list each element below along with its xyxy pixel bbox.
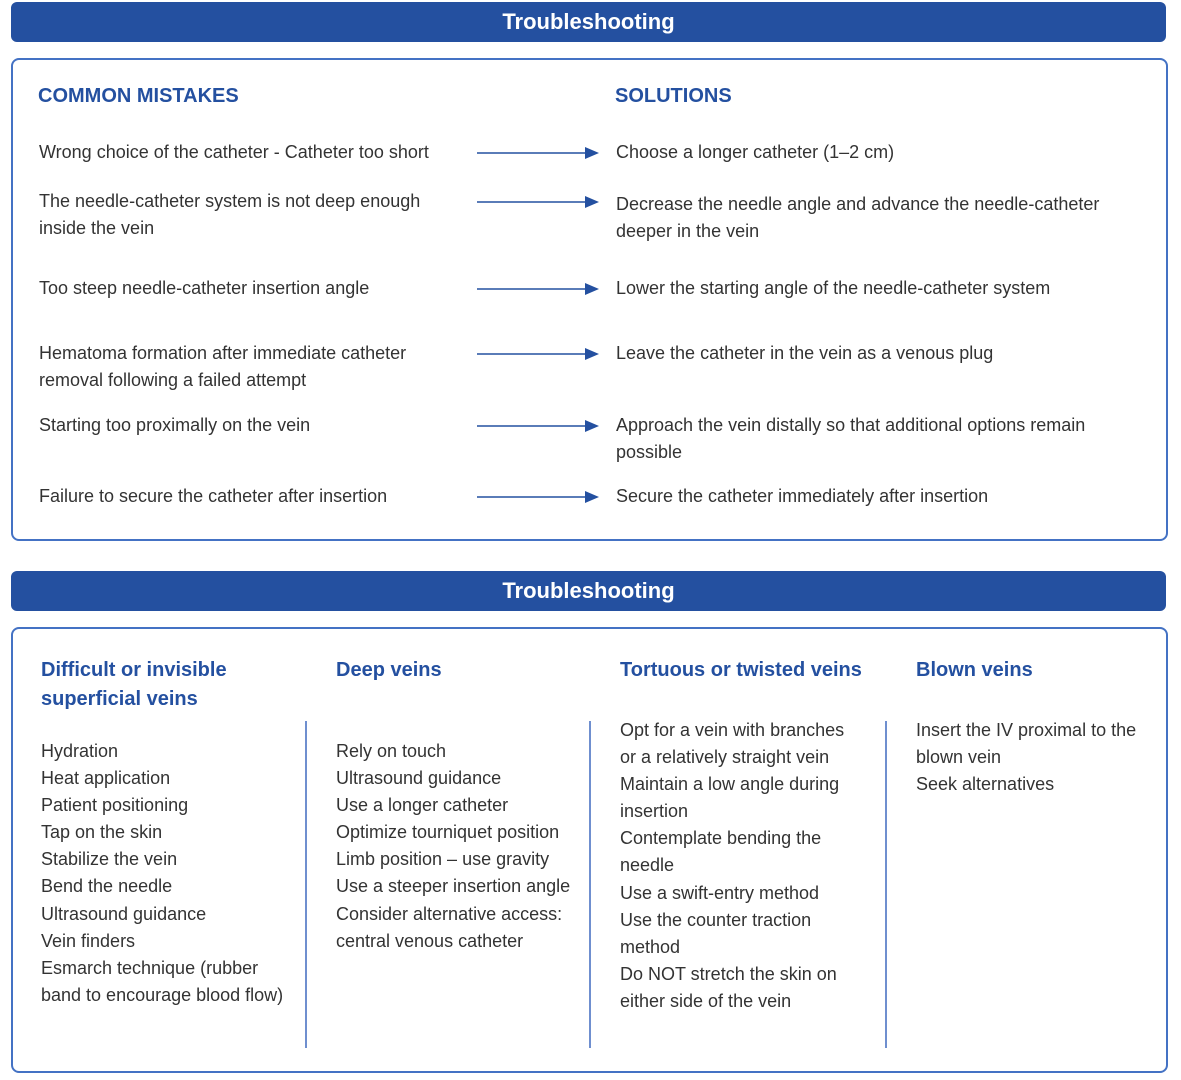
right-arrow-icon bbox=[477, 195, 599, 209]
solution-text: Lower the starting angle of the needle-catheter system bbox=[616, 278, 1051, 298]
right-arrow-icon bbox=[477, 282, 599, 296]
list-item: Insert the IV proximal to the blown vein bbox=[916, 720, 1137, 768]
list-item: Patient positioning bbox=[41, 795, 189, 816]
list-item: Use a longer catheter bbox=[336, 795, 509, 816]
column-divider bbox=[589, 721, 591, 1048]
solutions-header: SOLUTIONS bbox=[615, 85, 732, 107]
list-item: Vein finders bbox=[41, 930, 136, 951]
list-item: Optimize tourniquet position bbox=[336, 822, 560, 843]
solution-text: Secure the catheter immediately after insertion bbox=[616, 486, 989, 506]
column-header-deep-veins: Deep veins bbox=[336, 659, 442, 681]
mistake-text: Too steep needle-catheter insertion angle bbox=[39, 278, 370, 298]
list-item: Hydration bbox=[41, 741, 119, 761]
solution-text: Approach the vein distally so that additional options remain possible bbox=[616, 415, 1086, 462]
list-item: Seek alternatives bbox=[916, 774, 1055, 795]
mistake-text: Failure to secure the catheter after insertion bbox=[39, 486, 388, 506]
troubleshooting-banner-top bbox=[11, 2, 1166, 42]
list-item: Ultrasound guidance bbox=[336, 768, 502, 789]
solution-text: Decrease the needle angle and advance the needle-catheter deeper in the vein bbox=[616, 194, 1100, 241]
list-item: Stabilize the vein bbox=[41, 849, 178, 870]
mistake-text: The needle-catheter system is not deep enough inside the vein bbox=[39, 191, 421, 238]
tortuous-veins-list bbox=[620, 717, 865, 1015]
list-item: Use a swift-entry method bbox=[620, 882, 820, 903]
deep-veins-list bbox=[336, 738, 586, 955]
column-header-difficult-veins: Difficult or invisible superficial veins bbox=[41, 659, 227, 710]
list-item: Use a steeper insertion angle bbox=[336, 876, 571, 897]
right-arrow-icon bbox=[477, 347, 599, 361]
right-arrow-icon bbox=[477, 419, 599, 433]
column-header-tortuous-veins: Tortuous or twisted veins bbox=[620, 659, 862, 681]
solution-text: Choose a longer catheter (1–2 cm) bbox=[616, 142, 895, 162]
list-item: Bend the needle bbox=[41, 876, 173, 897]
column-divider bbox=[305, 721, 307, 1048]
list-item: Limb position – use gravity bbox=[336, 849, 550, 870]
list-item: Contemplate bending the needle bbox=[620, 828, 822, 876]
mistakes-solutions-panel bbox=[11, 58, 1168, 541]
right-arrow-icon bbox=[477, 146, 599, 160]
column-header-blown-veins: Blown veins bbox=[916, 659, 1033, 681]
list-item: Consider alternative access: central venous catheter bbox=[336, 903, 563, 951]
blown-veins-list bbox=[916, 717, 1161, 798]
column-divider bbox=[885, 721, 887, 1048]
difficult-veins-list bbox=[41, 738, 286, 1009]
mistake-text: Starting too proximally on the vein bbox=[39, 415, 311, 435]
section-title: Troubleshooting bbox=[502, 9, 675, 34]
list-item: Heat application bbox=[41, 768, 171, 789]
solution-text: Leave the catheter in the vein as a venous plug bbox=[616, 343, 994, 363]
list-item: Use the counter traction method bbox=[620, 909, 812, 957]
list-item: Do NOT stretch the skin on either side of the vein bbox=[620, 963, 837, 1011]
section-title: Troubleshooting bbox=[502, 578, 675, 603]
list-item: Maintain a low angle during insertion bbox=[620, 774, 840, 822]
mistake-text: Hematoma formation after immediate catheter removal following a failed attempt bbox=[39, 343, 407, 390]
vein-problems-panel bbox=[11, 627, 1168, 1073]
list-item: Ultrasound guidance bbox=[41, 903, 207, 924]
troubleshooting-banner-bottom bbox=[11, 571, 1166, 611]
list-item: Rely on touch bbox=[336, 741, 447, 761]
common-mistakes-header: COMMON MISTAKES bbox=[38, 85, 239, 107]
right-arrow-icon bbox=[477, 490, 599, 504]
list-item: Opt for a vein with branches or a relatively straight vein bbox=[620, 720, 845, 768]
mistake-text: Wrong choice of the catheter - Catheter too short bbox=[39, 142, 429, 162]
list-item: Esmarch technique (rubber band to encourage blood flow) bbox=[41, 957, 284, 1005]
list-item: Tap on the skin bbox=[41, 822, 163, 843]
